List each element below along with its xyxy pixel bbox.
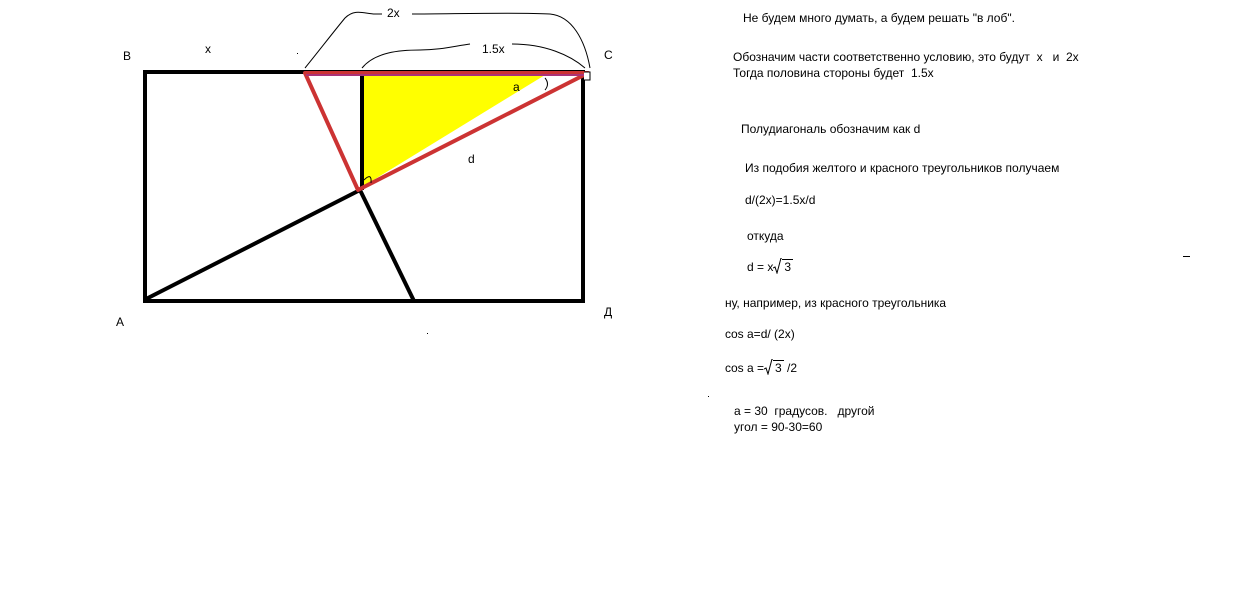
cos-value-prefix: cos a =: [725, 361, 765, 375]
vertex-label-d: Д: [604, 305, 613, 319]
right-angle-mark-c: [584, 72, 590, 80]
d-value-prefix: d = x: [747, 260, 774, 274]
half-diagonal-ao: [146, 190, 360, 299]
segment-o-to-bottom: [360, 190, 414, 301]
stray-dash: [1183, 256, 1190, 257]
brace-2x: [305, 12, 590, 68]
radical-sign-icon: [773, 258, 782, 274]
solution-line-cos-value: [725, 359, 797, 375]
radicand: 3: [784, 260, 792, 274]
segment-label-2x: 2x: [387, 6, 400, 20]
radicand: 3: [775, 361, 782, 375]
solution-line-red-triangle: ну, например, из красного треугольника: [725, 296, 947, 310]
solution-line-similarity: Из подобия желтого и красного треугольников получаем: [745, 161, 1060, 175]
solution-line-other-angle: угол = 90-30=60: [734, 420, 823, 434]
solution-line-proportion: d/(2x)=1.5x/d: [745, 193, 816, 207]
solution-line-cos-ratio: cos a=d/ (2x): [725, 327, 795, 341]
brace-15x: [362, 44, 585, 68]
segment-label-x: x: [205, 42, 211, 56]
angle-label-a: a: [513, 80, 520, 94]
solution-line-angle-a: a = 30 градусов. другой: [734, 404, 875, 418]
solution-line-notation: Обозначим части соответственно условию, это будут x и 2x: [733, 50, 1079, 64]
segment-label-1-5x: 1.5x: [482, 42, 505, 56]
solution-line-half-side: Тогда половина стороны будет 1.5x: [733, 66, 934, 80]
vertex-label-a: A: [116, 315, 125, 329]
speck: [708, 396, 709, 397]
vertex-label-b: B: [123, 49, 132, 63]
speck: [427, 333, 428, 334]
vertex-label-c: C: [604, 48, 613, 62]
angle-a-arc: [545, 78, 548, 90]
sqrt-expression: [764, 359, 784, 375]
cos-value-suffix: /2: [783, 361, 798, 375]
speck: [297, 53, 298, 54]
solution-line-hence: откуда: [747, 229, 784, 243]
radical-sign-icon: [764, 359, 773, 375]
solution-line-d-value: [747, 258, 793, 274]
solution-line-half-diagonal: Полудиагональ обозначим как d: [741, 122, 921, 136]
sqrt-expression: [773, 258, 793, 274]
half-diagonal-label-d: d: [468, 152, 475, 166]
solution-line-intro: Не будем много думать, а будем решать "в лоб".: [743, 11, 1015, 25]
